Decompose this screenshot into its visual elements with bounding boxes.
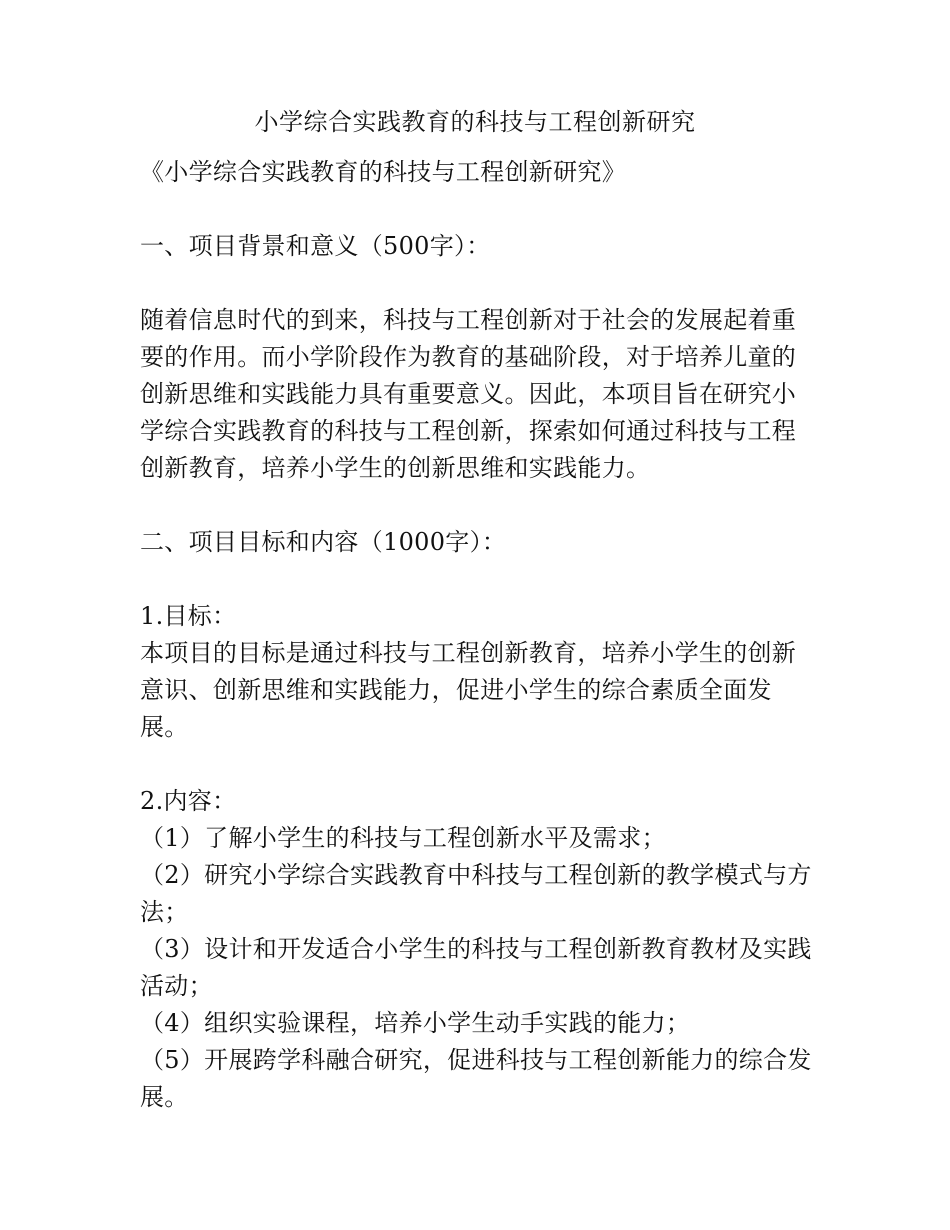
spacer xyxy=(140,561,820,598)
content-label: 2.内容： xyxy=(140,787,237,815)
goal-paragraph: 本项目的目标是通过科技与工程创新教育，培养小学生的创新意识、创新思维和实践能力，促进小学生的综合素质全面发展。 xyxy=(140,639,797,741)
content-item: （1）了解小学生的科技与工程创新水平及需求； xyxy=(140,824,666,852)
page-title: 小学综合实践教育的科技与工程创新研究 xyxy=(254,108,696,136)
spacer xyxy=(140,191,820,228)
content-item: （4）组织实验课程，培养小学生动手实践的能力； xyxy=(140,1009,691,1037)
book-title: 《小学综合实践教育的科技与工程创新研究》 xyxy=(140,158,626,186)
content-item: （3）设计和开发适合小学生的科技与工程创新教育教材及实践活动； xyxy=(140,935,812,1000)
content-item: （2）研究小学综合实践教育中科技与工程创新的教学模式与方法； xyxy=(140,861,812,926)
content-item: （5）开展跨学科融合研究，促进科技与工程创新能力的综合发展。 xyxy=(140,1046,812,1111)
goal-label: 1.目标： xyxy=(140,602,237,630)
document-body xyxy=(140,154,820,1116)
spacer xyxy=(140,746,820,783)
background-paragraph: 随着信息时代的到来，科技与工程创新对于社会的发展起着重要的作用。而小学阶段作为教育的基础阶段，对于培养儿童的创新思维和实践能力具有重要意义。因此，本项目旨在研究小学综合实践教育的科技与工程创新，探索如何通过科技与工程创新教育，培养小学生的创新思维和实践能力。 xyxy=(140,306,797,482)
section-heading-background: 一、项目背景和意义（500字）： xyxy=(140,232,491,260)
spacer xyxy=(140,265,820,302)
spacer xyxy=(140,487,820,524)
section-heading-goals: 二、项目目标和内容（1000字）： xyxy=(140,528,507,556)
